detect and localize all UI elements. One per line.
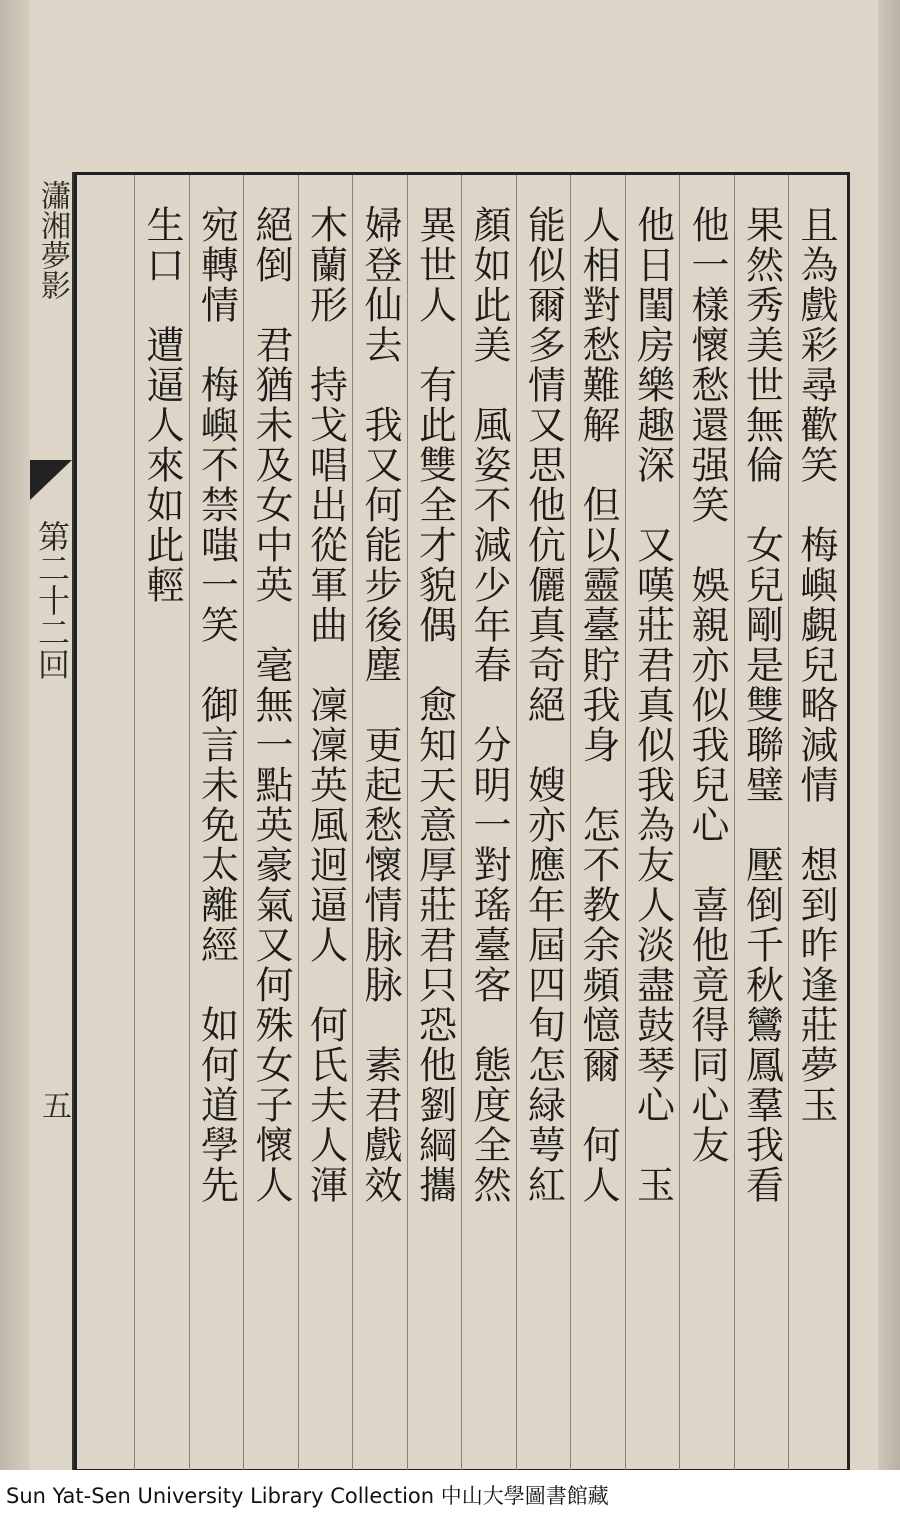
column-rule [134, 175, 135, 1470]
text-column: 他日閨房樂趣深 又嘆莊君真似我為友人淡盡鼓琴心 玉 [630, 205, 675, 1205]
text-column: 異世人 有此雙全才貌偶 愈知天意厚莊君只恐他劉綱攜 [412, 205, 457, 1205]
column-rule [189, 175, 190, 1470]
text-column: 木蘭形 持戈唱出從軍曲 凜凜英風迥逼人 何氏夫人渾 [303, 205, 348, 1205]
column-rule [516, 175, 517, 1470]
text-column: 生口 遭逼人來如此輕 [140, 205, 184, 605]
text-column: 顏如此美 風姿不減少年春 分明一對瑤臺客 態度全然 [467, 205, 511, 1205]
column-rule [461, 175, 462, 1470]
column-rule [788, 175, 789, 1470]
text-column: 能似爾多情又思他伉儷真奇絕 嫂亦應年屆四旬怎緑萼紅 [521, 205, 566, 1205]
column-rule [298, 175, 299, 1470]
fish-tail-mark [30, 460, 72, 500]
book-spine [0, 0, 30, 1470]
column-rule [625, 175, 626, 1470]
text-column: 絕倒 君猶未及女中英 毫無一點英豪氣又何殊女子懷人 [249, 205, 293, 1205]
text-column: 他一樣懷愁還强笑 娛親亦似我兒心 喜他竟得同心友 [685, 205, 729, 1165]
chapter-label: 第二十二回 [33, 520, 71, 680]
text-column: 人相對愁難解 但以靈臺貯我身 怎不教余頻憶爾 何人 [576, 205, 620, 1205]
column-rule [407, 175, 408, 1470]
text-column: 婦登仙去 我又何能步後塵 更起愁懷情脉脉 素君戲效 [358, 205, 402, 1205]
column-rule [734, 175, 735, 1470]
page-edge [878, 0, 900, 1470]
column-rule [243, 175, 244, 1470]
text-column: 宛轉情 梅嶼不禁嗤一笑 御言未免太離經 如何道學先 [194, 205, 239, 1205]
column-rule [352, 175, 353, 1470]
collection-caption: Sun Yat-Sen University Library Collection 中山大學圖書館藏 [6, 1484, 609, 1508]
column-rule [570, 175, 571, 1470]
column-rule [679, 175, 680, 1470]
text-column: 且為戲彩尋歡笑 梅嶼覷兒略減情 想到昨逢莊夢玉 [794, 205, 838, 1125]
center-strip [28, 172, 74, 1472]
folio-number: 五 [36, 1090, 71, 1120]
text-column: 果然秀美世無倫 女兒剛是雙聯璧 壓倒千秋鸞鳳羣我看 [739, 205, 784, 1205]
book-title: 瀟湘夢影 [35, 180, 70, 300]
